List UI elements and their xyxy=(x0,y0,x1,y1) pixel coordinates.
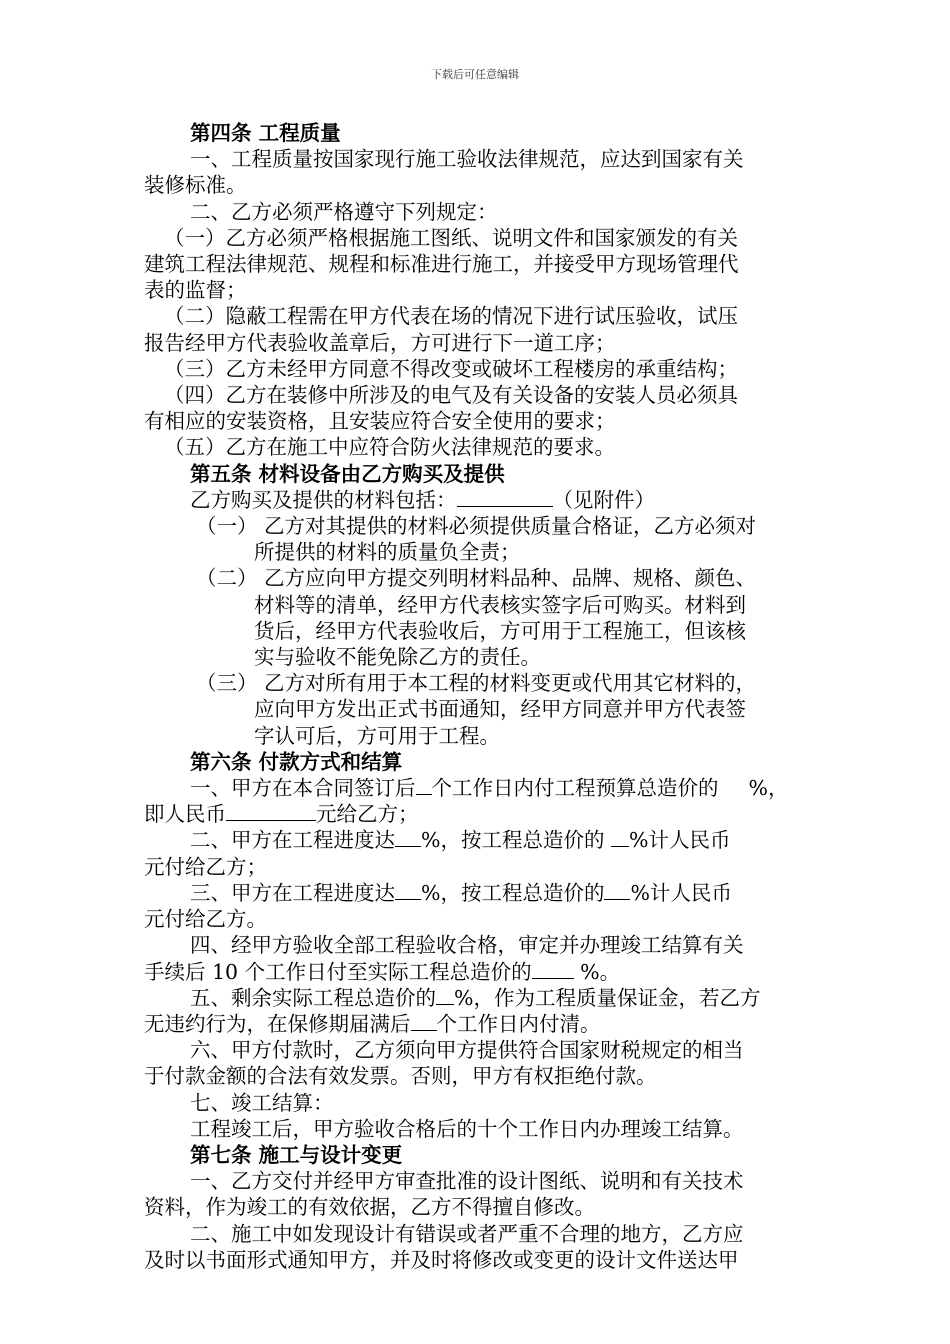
paragraph-line: 实与验收不能免除乙方的责任。 xyxy=(254,645,541,670)
paragraph-line: （三） 乙方对所有用于本工程的材料变更或代用其它材料的， xyxy=(196,671,757,696)
paragraph-line: 资料，作为竣工的有效依据，乙方不得擅自修改。 xyxy=(144,1195,595,1220)
blank-field xyxy=(395,827,421,847)
blank-field xyxy=(611,827,629,847)
blank-field xyxy=(416,775,432,795)
line-text: 三、甲方在工程进度达 xyxy=(190,880,395,905)
paragraph-line: （四）乙方在装修中所涉及的电气及有关设备的安装人员必须具 xyxy=(164,383,738,408)
blank-field xyxy=(411,1011,437,1031)
line-text: 元给乙方； xyxy=(316,802,419,827)
article-6-heading: 第六条 付款方式和结算 xyxy=(190,749,403,774)
paragraph-line: 于付款金额的合法有效发票。否则，甲方有权拒绝付款。 xyxy=(144,1064,657,1089)
paragraph-line: 二、乙方必须严格遵守下列规定： xyxy=(190,199,498,224)
line-text: %。 xyxy=(573,959,621,984)
paragraph-line: 建筑工程法律规范、规程和标准进行施工，并接受甲方现场管理代 xyxy=(144,252,739,277)
header-note: 下载后可任意编辑 xyxy=(431,68,519,81)
article-5-heading: 第五条 材料设备由乙方购买及提供 xyxy=(190,461,505,486)
paragraph-line: 一、工程质量按国家现行施工验收法律规范，应达到国家有关 xyxy=(190,147,744,172)
paragraph-line: 报告经甲方代表验收盖章后，方可进行下一道工序； xyxy=(144,330,616,355)
line-text: 即人民币 xyxy=(144,802,226,827)
paragraph-line xyxy=(144,985,808,1011)
line-text: 个工作日内付清。 xyxy=(436,1011,601,1036)
paragraph-line: 元付给乙方。 xyxy=(144,907,267,932)
paragraph-line xyxy=(144,1011,808,1037)
paragraph-line xyxy=(144,959,808,985)
line-text: %，按工程总造价的 xyxy=(421,828,605,853)
blank-field xyxy=(436,985,454,1005)
paragraph-line: 六、甲方付款时，乙方须向甲方提供符合国家财税规定的相当 xyxy=(190,1038,744,1063)
paragraph-line: （二）隐蔽工程需在甲方代表在场的情况下进行试压验收，试压 xyxy=(164,304,738,329)
blank-field xyxy=(395,880,421,900)
line-text: %，作为工程质量保证金，若乙方 xyxy=(454,985,761,1010)
line-text: 五、剩余实际工程总造价的 xyxy=(190,985,436,1010)
paragraph-line: 货后，经甲方代表验收后，方可用于工程施工，但该核 xyxy=(254,618,746,643)
paragraph-line: 一、乙方交付并经甲方审查批准的设计图纸、说明和有关技术 xyxy=(190,1169,744,1194)
line-text: 乙方购买及提供的材料包括： xyxy=(190,487,457,512)
blank-field xyxy=(532,959,574,979)
paragraph-line: 材料等的清单，经甲方代表核实签字后可购买。材料到 xyxy=(254,592,746,617)
paragraph-line: 工程竣工后，甲方验收合格后的十个工作日内办理竣工结算。 xyxy=(190,1116,744,1141)
blank-field xyxy=(604,880,630,900)
paragraph-line xyxy=(144,880,808,906)
paragraph-line xyxy=(144,827,808,853)
document-body xyxy=(144,120,808,1273)
paragraph-line: 二、施工中如发现设计有错误或者严重不合理的地方，乙方应 xyxy=(190,1221,744,1246)
line-text: %，按工程总造价的 xyxy=(421,880,605,905)
paragraph-line: 四、经甲方验收全部工程验收合格，审定并办理竣工结算有关 xyxy=(190,933,744,958)
line-text: %， xyxy=(748,776,789,801)
paragraph-line: 表的监督； xyxy=(144,278,247,303)
paragraph-line: 字认可后，方可用于工程。 xyxy=(254,723,500,748)
paragraph-line xyxy=(144,801,808,827)
line-text: 一、甲方在本合同签订后 xyxy=(190,776,416,801)
line-text: （见附件） xyxy=(552,487,655,512)
paragraph-line: （五）乙方在施工中应符合防火法律规范的要求。 xyxy=(164,435,615,460)
line-text: %计人民币 xyxy=(629,828,731,853)
paragraph-line xyxy=(144,775,808,801)
blank-field xyxy=(226,801,316,821)
paragraph-line: 及时以书面形式通知甲方，并及时将修改或变更的设计文件送达甲 xyxy=(144,1247,739,1272)
paragraph-line: （二） 乙方应向甲方提交列明材料品种、品牌、规格、颜色、 xyxy=(196,566,757,591)
line-text: 无违约行为，在保修期届满后 xyxy=(144,1011,411,1036)
article-7-heading: 第七条 施工与设计变更 xyxy=(190,1142,403,1167)
paragraph-line: 有相应的安装资格，且安装应符合安全使用的要求； xyxy=(144,409,616,434)
paragraph-line: 七、竣工结算： xyxy=(190,1090,334,1115)
line-text: 二、甲方在工程进度达 xyxy=(190,828,395,853)
article-4-heading: 第四条 工程质量 xyxy=(190,121,341,145)
line-text: 手续后 10 个工作日付至实际工程总造价的 xyxy=(144,959,532,984)
paragraph-line: 装修标准。 xyxy=(144,173,247,198)
line-text: %计人民币 xyxy=(630,880,732,905)
blank-field xyxy=(457,487,553,507)
paragraph-line: （一） 乙方对其提供的材料必须提供质量合格证，乙方必须对 xyxy=(196,514,757,539)
paragraph-line: （一）乙方必须严格根据施工图纸、说明文件和国家颁发的有关 xyxy=(164,225,738,250)
paragraph-line: （三）乙方未经甲方同意不得改变或破坏工程楼房的承重结构； xyxy=(164,356,738,381)
paragraph-line xyxy=(144,487,808,513)
paragraph-line: 应向甲方发出正式书面通知，经甲方同意并甲方代表签 xyxy=(254,697,746,722)
paragraph-line: 元付给乙方； xyxy=(144,854,267,879)
line-text: 个工作日内付工程预算总造价的 xyxy=(431,776,719,801)
paragraph-line: 所提供的材料的质量负全责； xyxy=(254,540,521,565)
